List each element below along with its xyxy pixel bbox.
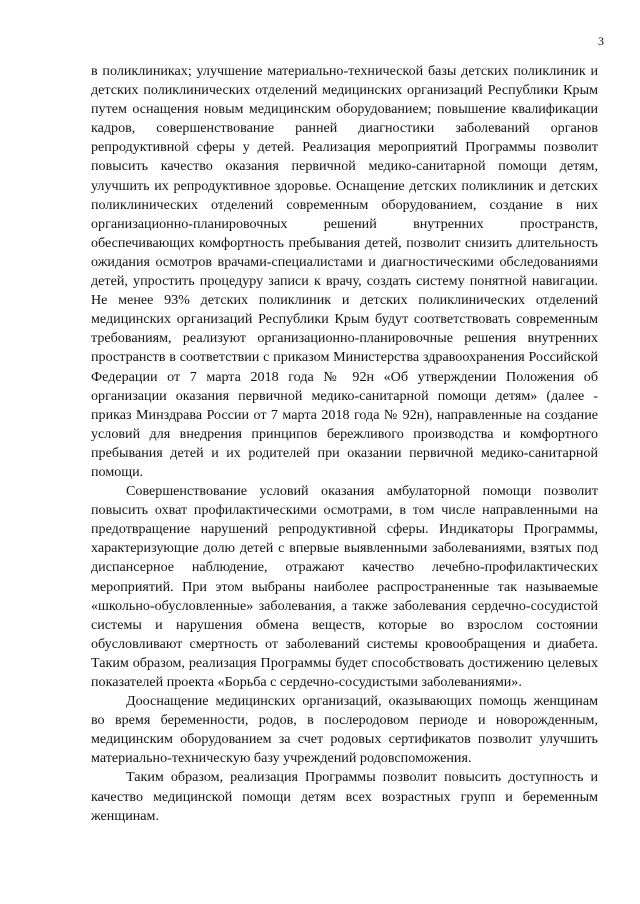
body-text	[91, 62, 598, 826]
paragraph-3: Дооснащение медицинских организаций, оказывающих помощь женщинам во время беременности, родов, в послеродовом периоде и новорожденным, медицинским оборудованием за счет родовых сертификатов позволит улучшить материально-техническую базу учреждений родовспоможения.	[91, 693, 598, 767]
page-number: 3	[598, 34, 604, 48]
paragraph-1: в поликлиниках; улучшение материально-технической базы детских поликлиник и детских поликлинических отделений медицинских организаций Республики Крым путем оснащения новым медицинским оборудованием; повышение квалификации кадров, совершенствование ранней диагностики заболеваний органов репродуктивной сферы у детей. Реализация мероприятий Программы позволит повысить качество оказания первичной медико-санитарной помощи детям, улучшить их репродуктивное здоровье. Оснащение детских поликлиник и детских поликлинических отделений современным оборудованием, создание в них организационно-планировочных решений внутренних пространств, обеспечивающих комфортность пребывания детей, позволит снизить длительность ожидания осмотров врачами-специалистами и диагностическими обследованиями детей, упростить процедуру записи к врачу, создать систему понятной навигации. Не менее 93% детских поликлиник и детских поликлинических отделений медицинских организаций Республики Крым будут соответствовать современным требованиям, реализуют организационно-планировочные решения внутренних пространств в соответствии с приказом Министерства здравоохранения Российской Федерации от 7 марта 2018 года № 92н «Об утверждении Положения об организации оказания первичной медико-санитарной помощи детям» (далее - приказ Минздрава России от 7 марта 2018 года № 92н), направленные на создание условий для внедрения принципов бережливого производства и комфортного пребывания детей и их родителей при оказании первичной медико-санитарной помощи.	[91, 63, 598, 480]
paragraph-4: Таким образом, реализация Программы позволит повысить доступность и качество медицинской помощи детям всех возрастных групп и беременным женщинам.	[91, 769, 598, 824]
paragraph-2: Совершенствование условий оказания амбулаторной помощи позволит повысить охват профилактическими осмотрами, в том числе направленными на предотвращение нарушений репродуктивной сферы. Индикаторы Программы, характеризующие долю детей с впервые выявленными заболеваниями, взятых под диспансерное наблюдение, отражают качество лечебно-профилактических мероприятий. При этом выбраны наиболее распространенные так называемые «школьно-обусловленные» заболевания, а также заболевания сердечно-сосудистой системы и нарушения обмена веществ, которые во взрослом состоянии обусловливают смертность от заболеваний системы кровообращения и диабета. Таким образом, реализация Программы будет способствовать достижению целевых показателей проекта «Борьба с сердечно-сосудистыми заболеваниями».	[91, 483, 598, 690]
